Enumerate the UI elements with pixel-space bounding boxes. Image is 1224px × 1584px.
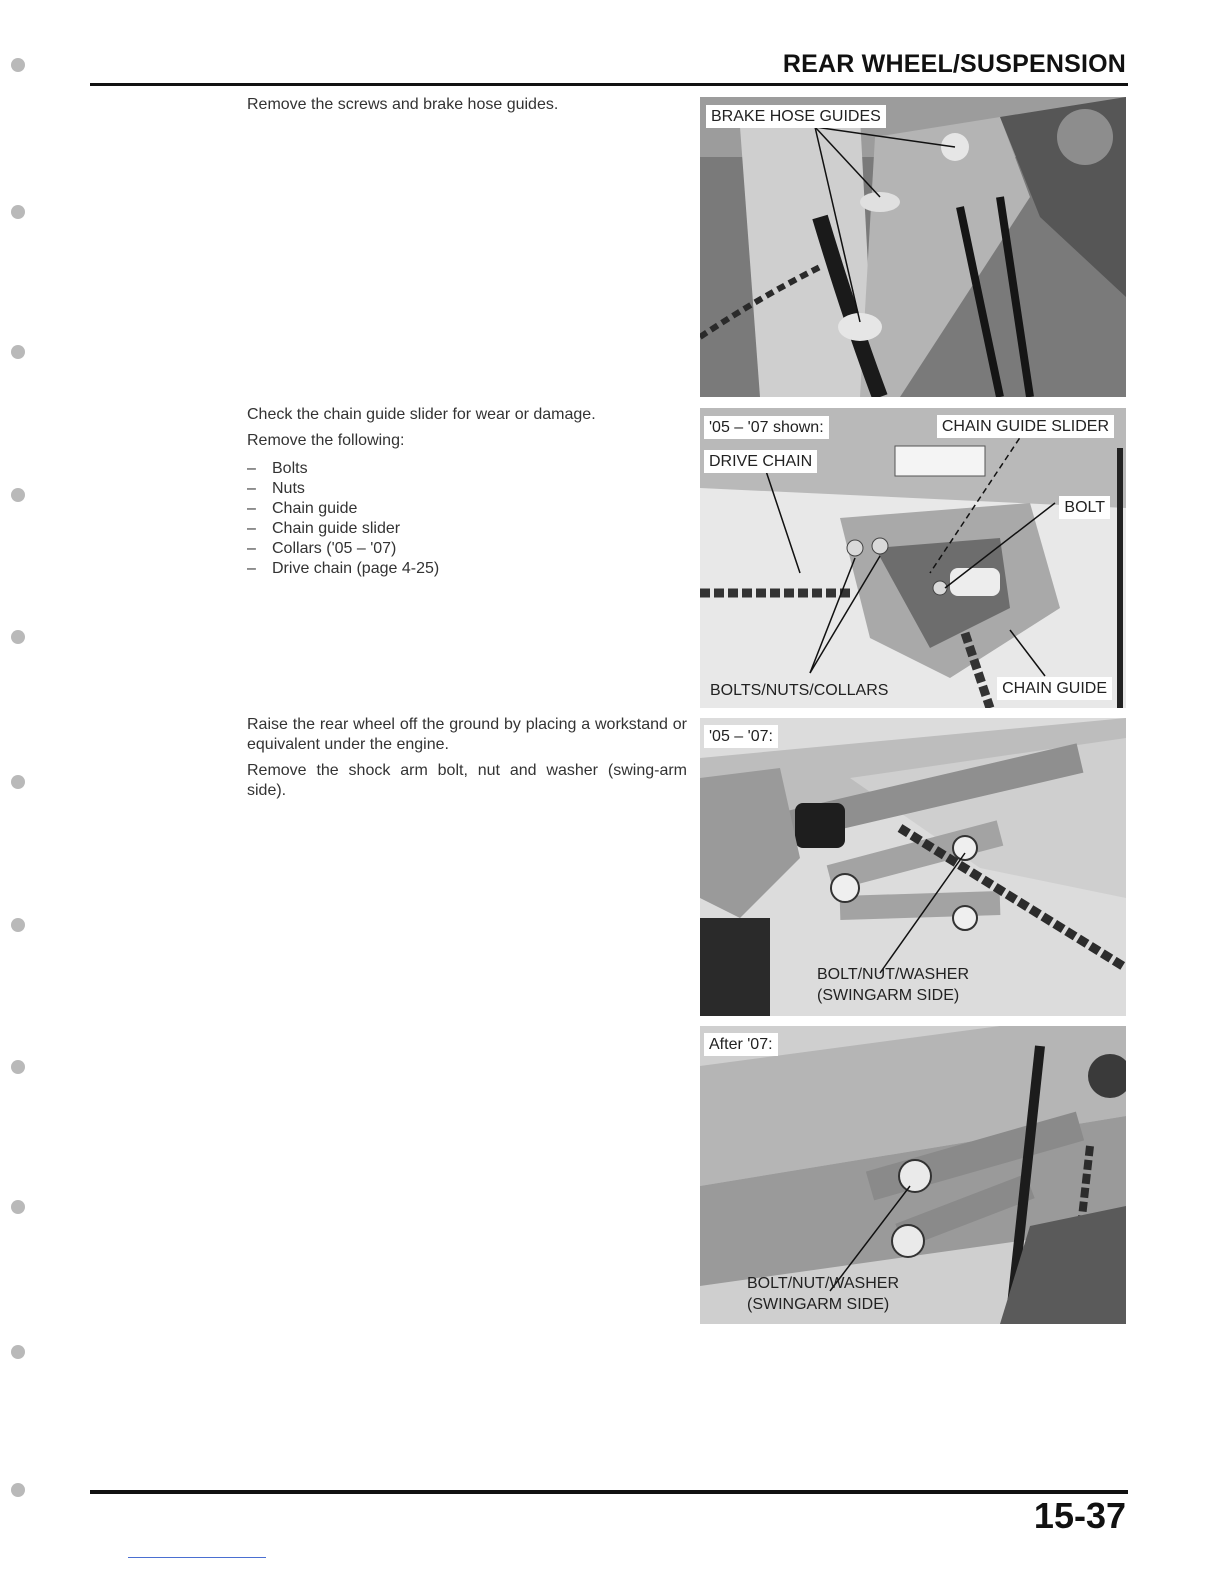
- punch-hole: [11, 205, 25, 219]
- removal-list: [247, 459, 596, 579]
- step-text: Remove the shock arm bolt, nut and washer (swing-arm side).: [247, 762, 687, 799]
- drive-chain-label: DRIVE CHAIN: [704, 450, 817, 473]
- figure-note: '05 – '07:: [704, 725, 778, 748]
- step-text: Remove the screws and brake hose guides.: [247, 96, 559, 113]
- list-item: – Nuts: [247, 480, 305, 497]
- photo-shock-arm-05-07: [700, 718, 1126, 1016]
- punch-hole: [11, 488, 25, 502]
- chain-guide-label: CHAIN GUIDE: [997, 677, 1112, 700]
- figure-note: After '07:: [704, 1033, 778, 1056]
- punch-hole: [11, 775, 25, 789]
- step-text: Raise the rear wheel off the ground by placing a workstand or equivalent under the engine.: [247, 716, 687, 753]
- photo-shock-arm-after-07: [700, 1026, 1126, 1324]
- list-item: – Chain guide: [247, 500, 358, 517]
- list-item: – Bolts: [247, 460, 308, 477]
- punch-hole: [11, 1483, 25, 1497]
- bolt-nut-washer-label: BOLT/NUT/WASHER (SWINGARM SIDE): [747, 1275, 900, 1313]
- bolts-nuts-collars-label: BOLTS/NUTS/COLLARS: [710, 682, 889, 699]
- photo-brake-hose-guides: [700, 97, 1126, 397]
- punch-hole: [11, 58, 25, 72]
- step-text: Remove the following:: [247, 432, 405, 449]
- page-number: 15-37: [1033, 1495, 1126, 1536]
- figure-note: '05 – '07 shown:: [704, 416, 829, 439]
- bolt-label: BOLT: [1059, 496, 1110, 519]
- step-text: Check the chain guide slider for wear or damage.: [247, 406, 596, 423]
- list-item: – Collars ('05 – '07): [247, 540, 397, 557]
- bolt-nut-washer-label: BOLT/NUT/WASHER (SWINGARM SIDE): [817, 966, 970, 1004]
- header-rule: [90, 83, 1128, 86]
- list-item: – Chain guide slider: [247, 520, 401, 537]
- punch-hole: [11, 345, 25, 359]
- punch-hole: [11, 1345, 25, 1359]
- footer-link-line: [128, 1557, 266, 1558]
- footer-rule: [90, 1490, 1128, 1494]
- list-item: – Drive chain (page 4-25): [247, 560, 440, 577]
- step-shock-arm: [247, 715, 687, 807]
- figure-label: BRAKE HOSE GUIDES: [706, 105, 886, 128]
- chain-guide-slider-label: CHAIN GUIDE SLIDER: [937, 415, 1114, 438]
- step-chain-guide: [247, 405, 596, 579]
- punch-hole: [11, 630, 25, 644]
- punch-hole: [11, 1060, 25, 1074]
- section-title: REAR WHEEL/SUSPENSION: [782, 50, 1126, 78]
- photo-chain-guide: [700, 408, 1126, 708]
- punch-hole: [11, 918, 25, 932]
- step-remove-screws: [247, 95, 558, 121]
- punch-hole: [11, 1200, 25, 1214]
